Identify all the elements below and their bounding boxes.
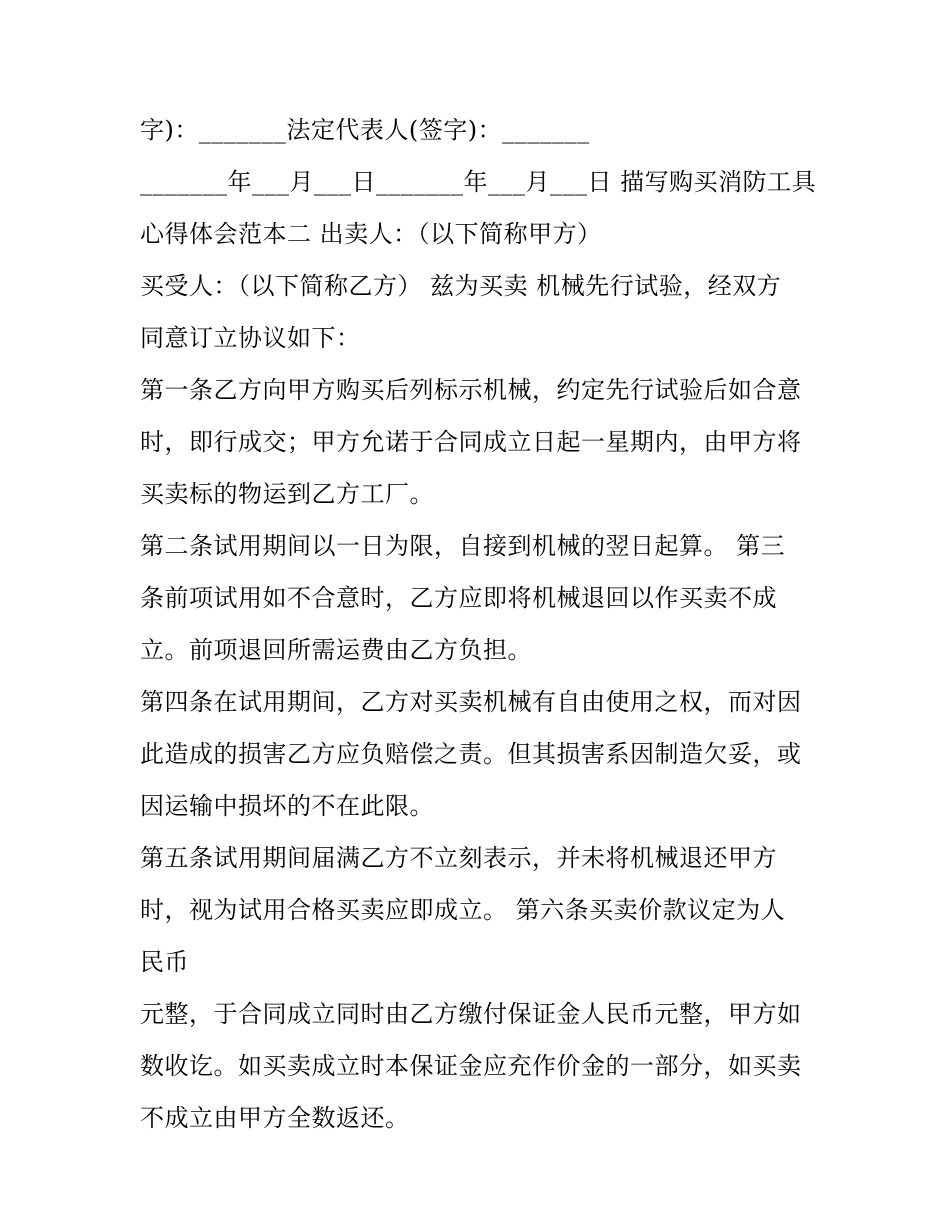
- text-line-article-1: 第一条乙方向甲方购买后列标示机械，约定先行试验后如合意: [140, 376, 802, 404]
- text-line-seller: 心得体会范本二 出卖人：（以下简称甲方）: [140, 220, 602, 248]
- text-line-article-4-end: 因运输中损坏的不在此限。: [140, 792, 434, 820]
- text-line-payment: 元整，于合同成立同时由乙方缴付保证金人民币元整，甲方如: [140, 1000, 802, 1028]
- text-line-article-5: 第五条试用期间届满乙方不立刻表示，并未将机械退还甲方: [140, 844, 777, 872]
- text-line-dates: _______年___月___日_______年___月___日 描写购买消防工具: [140, 168, 817, 196]
- text-line-article-4-cont: 此造成的损害乙方应负赔偿之责。但其损害系因制造欠妥，或: [140, 740, 802, 768]
- text-line-article-6: 时，视为试用合格买卖应即成立。 第六条买卖价款议定为人: [140, 896, 786, 924]
- text-line-article-1-cont: 时，即行成交；甲方允诺于合同成立日起一星期内，由甲方将: [140, 428, 802, 456]
- text-line-article-3: 条前项试用如不合意时，乙方应即将机械退回以作买卖不成: [140, 584, 777, 612]
- text-line-article-2: 第二条试用期间以一日为限，自接到机械的翌日起算。 第三: [140, 532, 786, 560]
- text-line-currency: 民币: [140, 948, 189, 976]
- contract-body: [140, 104, 820, 1144]
- text-line-refund: 不成立由甲方全数返还。: [140, 1104, 410, 1132]
- text-line-buyer: 买受人：（以下简称乙方） 兹为买卖 机械先行试验，经双方: [140, 272, 782, 300]
- text-line-agreement: 同意订立协议如下：: [140, 324, 361, 352]
- text-line-article-1-end: 买卖标的物运到乙方工厂。: [140, 480, 434, 508]
- text-line-deposit: 数收讫。如买卖成立时本保证金应充作价金的一部分，如买卖: [140, 1052, 802, 1080]
- text-line-article-3-end: 立。前项退回所需运费由乙方负担。: [140, 636, 532, 664]
- text-line-signature: 字)：_______法定代表人(签字)：_______: [140, 116, 590, 144]
- text-line-article-4: 第四条在试用期间，乙方对买卖机械有自由使用之权，而对因: [140, 688, 802, 716]
